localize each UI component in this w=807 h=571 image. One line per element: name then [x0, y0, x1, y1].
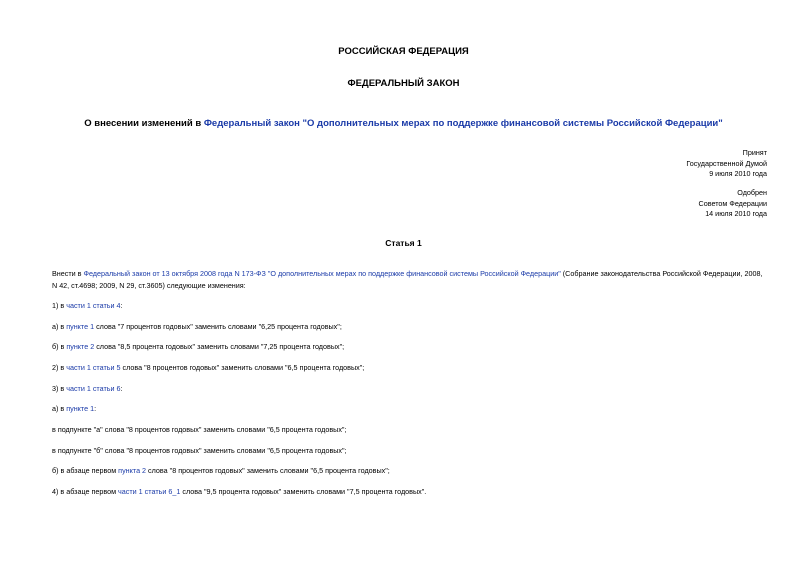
adopted-label: Принят — [742, 148, 767, 157]
law-title-prefix: О внесении изменений в — [84, 118, 204, 129]
item-text: : — [120, 384, 123, 393]
list-item — [52, 384, 123, 393]
approved-by: Советом Федерации — [698, 198, 767, 208]
item-text: 1) в — [52, 301, 67, 310]
adoption-block — [686, 148, 767, 180]
item-text: : — [94, 404, 97, 413]
list-item — [52, 487, 426, 496]
approved-date: 14 июля 2010 года — [705, 209, 767, 218]
item-text: слова "8 процентов годовых" заменить словами "6,5 процента годовых"; — [146, 466, 390, 475]
item-text: слова "8 процентов годовых" заменить словами "6,5 процента годовых"; — [120, 363, 365, 372]
item-link[interactable]: пункте 1 — [66, 322, 95, 331]
country-heading: РОССИЙСКАЯ ФЕДЕРАЦИЯ — [338, 46, 469, 57]
item-text: слова "8,5 процента годовых" заменить словами "7,25 процента годовых"; — [94, 342, 345, 351]
list-item — [52, 322, 342, 331]
adopted-date: 9 июля 2010 года — [709, 169, 767, 178]
item-link[interactable]: части 1 статьи 4 — [66, 301, 121, 310]
list-item — [52, 301, 123, 310]
item-link[interactable]: части 1 статьи 6 — [66, 384, 121, 393]
list-item — [52, 404, 96, 413]
article-intro — [52, 268, 768, 292]
adopted-by: Государственной Думой — [686, 158, 767, 168]
item-text: 2) в — [52, 363, 67, 372]
item-text: в подпункте "а" слова "8 процентов годовых" заменить словами "6,5 процента годовых"; — [52, 425, 347, 434]
list-item — [52, 342, 344, 351]
article-title: Статья 1 — [385, 238, 422, 248]
item-link[interactable]: пункте 2 — [66, 342, 95, 351]
item-text: а) в — [52, 322, 67, 331]
list-item — [52, 363, 364, 372]
item-text: б) в абзаце первом — [52, 466, 119, 475]
item-link[interactable]: части 1 статьи 5 — [66, 363, 121, 372]
item-text: в подпункте "б" слова "8 процентов годовых" заменить словами "6,5 процента годовых"; — [52, 446, 347, 455]
intro-link[interactable]: Федеральный закон от 13 октября 2008 года N 173-ФЗ "О дополнительных мерах по поддержке финансовой системы Российской Федерации" — [83, 269, 561, 278]
item-text: : — [120, 301, 123, 310]
item-text: слова "7 процентов годовых" заменить словами "6,25 процента годовых"; — [94, 322, 342, 331]
approval-block — [699, 188, 767, 220]
item-text: слова "9,5 процента годовых" заменить словами "7,5 процента годовых". — [180, 487, 427, 496]
intro-suffix: (Собрание законодательства Российской Федерации, 2008, N 42, ст.4698; 2009, N 29, ст.3605) следующие изменения: — [52, 269, 763, 290]
list-item — [52, 466, 390, 475]
item-link[interactable]: пункта 2 — [118, 466, 147, 475]
intro-prefix: Внести в — [52, 269, 84, 278]
law-title — [0, 118, 807, 129]
law-title-link[interactable]: Федеральный закон "О дополнительных мерах по поддержке финансовой системы Российской Федерации" — [203, 118, 723, 129]
doc-type-heading: ФЕДЕРАЛЬНЫЙ ЗАКОН — [347, 78, 460, 89]
list-item — [52, 446, 347, 455]
item-text: а) в — [52, 404, 67, 413]
item-link[interactable]: пункте 1 — [66, 404, 95, 413]
item-link[interactable]: части 1 статьи 6_1 — [118, 487, 181, 496]
list-item — [52, 425, 346, 434]
item-text: б) в — [52, 342, 67, 351]
item-text: 3) в — [52, 384, 67, 393]
item-text: 4) в абзаце первом — [52, 487, 119, 496]
approved-label: Одобрен — [737, 188, 767, 197]
